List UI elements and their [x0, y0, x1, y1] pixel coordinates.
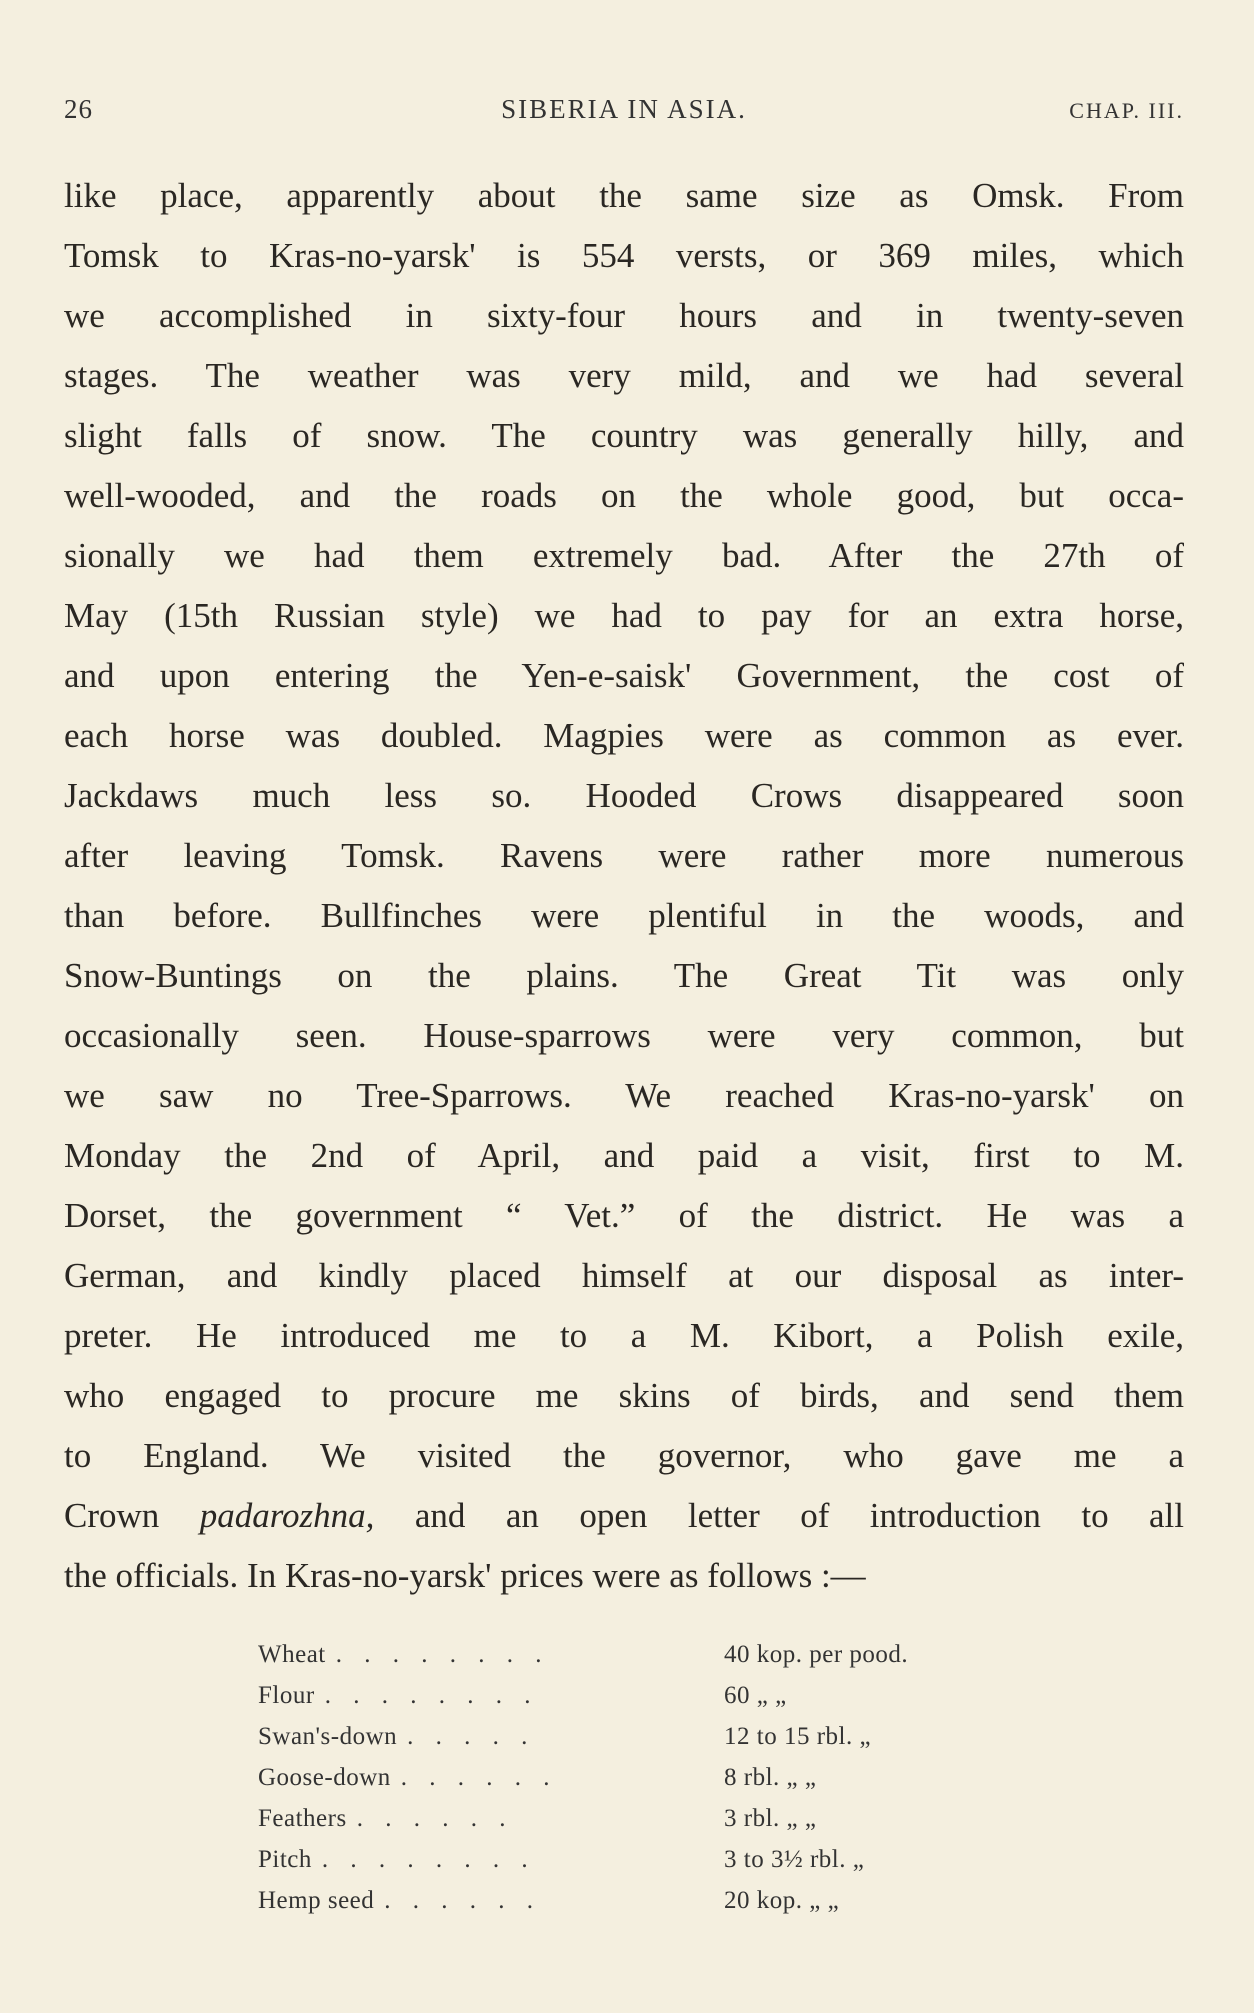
price-row: [258, 1757, 978, 1798]
price-item: [258, 1675, 678, 1716]
text-line: than before. Bullfinches were plentiful in the woods, and: [64, 896, 1184, 935]
text-line: Dorset, the government “ Vet.” of the district. He was a: [64, 1196, 1184, 1235]
text-fragment: Crown: [64, 1496, 200, 1535]
text-line: who engaged to procure me skins of birds, and send them: [64, 1376, 1184, 1415]
leader-dots: . . . . . . . .: [321, 1846, 536, 1873]
item-name: Hemp seed: [258, 1887, 375, 1914]
price-list: [258, 1634, 978, 1921]
leader-dots: . . . . . .: [384, 1887, 542, 1914]
text-line-crown: [64, 1486, 1184, 1546]
price-item: [258, 1634, 678, 1675]
text-line: like place, apparently about the same size as Omsk. From: [64, 176, 1184, 215]
chapter-label: CHAP. III.: [1069, 98, 1184, 123]
price-value: 20 kop. „ „: [724, 1887, 840, 1914]
text-line: German, and kindly placed himself at our disposal as inter-: [64, 1256, 1184, 1295]
item-name: Feathers: [258, 1805, 347, 1832]
text-line: well-wooded, and the roads on the whole good, but occa-: [64, 476, 1184, 515]
item-name: Wheat: [258, 1641, 326, 1668]
price-item: [258, 1757, 678, 1798]
price-value: 12 to 15 rbl. „: [724, 1723, 872, 1750]
text-line: Jackdaws much less so. Hooded Crows disappeared soon: [64, 776, 1184, 815]
text-line: slight falls of snow. The country was generally hilly, and: [64, 416, 1184, 455]
item-name: Flour: [258, 1682, 315, 1709]
leader-dots: . . . . . .: [356, 1805, 514, 1832]
text-line: sionally we had them extremely bad. After the 27th of: [64, 536, 1184, 575]
price-value: 60 „ „: [724, 1682, 787, 1709]
body-text: [64, 166, 1184, 1606]
text-line: preter. He introduced me to a M. Kibort, a Polish exile,: [64, 1316, 1184, 1355]
price-item: [258, 1839, 678, 1880]
running-head: [64, 94, 1184, 130]
price-row: [258, 1634, 978, 1675]
page-number: 26: [64, 94, 93, 124]
price-item: [258, 1798, 678, 1839]
price-value: 40 kop. per pood.: [724, 1641, 909, 1668]
leader-dots: . . . . . . . .: [324, 1682, 539, 1709]
text-line: and upon entering the Yen-e-saisk' Government, the cost of: [64, 656, 1184, 695]
leader-dots: . . . . . . . .: [335, 1641, 550, 1668]
item-name: Swan's-down: [258, 1723, 398, 1750]
item-name: Pitch: [258, 1846, 312, 1873]
text-line: after leaving Tomsk. Ravens were rather more numerous: [64, 836, 1184, 875]
price-row: [258, 1716, 978, 1757]
text-fragment: and an open letter of introduction to all: [374, 1496, 1184, 1535]
text-line: Monday the 2nd of April, and paid a visit, first to M.: [64, 1136, 1184, 1175]
text-line: May (15th Russian style) we had to pay for an extra horse,: [64, 596, 1184, 635]
text-line: we saw no Tree-Sparrows. We reached Kras-no-yarsk' on: [64, 1076, 1184, 1115]
price-row: [258, 1675, 978, 1716]
text-line: Tomsk to Kras-no-yarsk' is 554 versts, or 369 miles, which: [64, 236, 1184, 275]
item-name: Goose-down: [258, 1764, 391, 1791]
text-line: we accomplished in sixty-four hours and in twenty-seven: [64, 296, 1184, 335]
text-line-last: the officials. In Kras-no-yarsk' prices were as follows :—: [64, 1556, 866, 1595]
text-line: each horse was doubled. Magpies were as common as ever.: [64, 716, 1184, 755]
running-title: SIBERIA IN ASIA.: [501, 94, 747, 124]
price-item: [258, 1716, 678, 1757]
price-value: 3 to 3½ rbl. „: [724, 1846, 865, 1873]
price-item: [258, 1880, 678, 1921]
price-row: [258, 1880, 978, 1921]
leader-dots: . . . . .: [407, 1723, 536, 1750]
text-line: to England. We visited the governor, who gave me a: [64, 1436, 1184, 1475]
price-value: 8 rbl. „ „: [724, 1764, 817, 1791]
text-line: occasionally seen. House-sparrows were very common, but: [64, 1016, 1184, 1055]
text-line: stages. The weather was very mild, and we had several: [64, 356, 1184, 395]
price-row: [258, 1798, 978, 1839]
leader-dots: . . . . . .: [400, 1764, 558, 1791]
text-line: Snow-Buntings on the plains. The Great Tit was only: [64, 956, 1184, 995]
price-value: 3 rbl. „ „: [724, 1805, 817, 1832]
price-row: [258, 1839, 978, 1880]
italic-term: padarozhna,: [199, 1496, 375, 1535]
